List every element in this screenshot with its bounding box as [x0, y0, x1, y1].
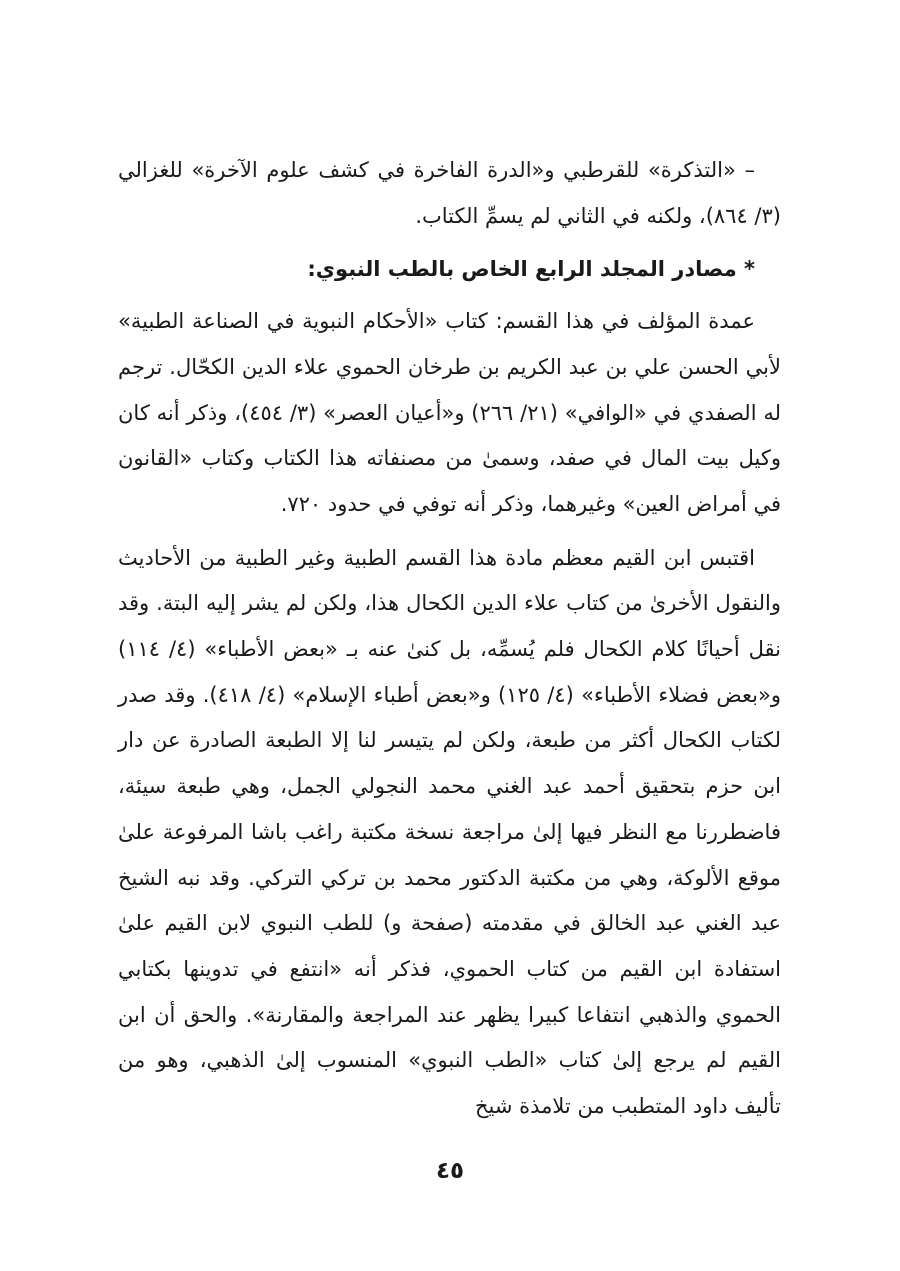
- paragraph-sources-list-item: – «التذكرة» للقرطبي و«الدرة الفاخرة في كشف علوم الآخرة» للغزالي (٣/ ٨٦٤)، ولكنه في الثاني لم يسمِّ الكتاب.: [118, 158, 781, 228]
- paragraph-ibn-qayyim-quotation: اقتبس ابن القيم معظم مادة هذا القسم الطبية وغير الطبية من الأحاديث والنقول الأخرىٰ من كتاب علاء الدين الكحال هذا، ولكن لم يشر إليه البتة. وقد نقل أحيانًا كلام الكحال فلم يُسمِّه، بل كنىٰ عنه بـ «بعض الأطباء» (٤/ ١١٤) و«بعض فضلاء الأطباء» (٤/ ١٢٥) و«بعض أطباء الإسلام» (٤/ ٤١٨). وقد صدر لكتاب الكحال أكثر من طبعة، ولكن لم يتيسر لنا إلا الطبعة الصادرة عن دار ابن حزم بتحقيق أحمد عبد الغني محمد النجولي الجمل، وهي طبعة سيئة، فاضطررنا مع النظر فيها إلىٰ مراجعة نسخة مكتبة راغب باشا المرفوعة علىٰ موقع الألوكة، وهي من مكتبة الدكتور محمد بن تركي التركي. وقد نبه الشيخ عبد الغني عبد الخالق في مقدمته (صفحة و) للطب النبوي لابن القيم علىٰ استفادة ابن القيم من كتاب الحموي، فذكر أنه «انتفع في تدوينها بكتابي الحموي والذهبي انتفاعا كبيرا يظهر عند المراجعة والمقارنة». والحق أن ابن القيم لم يرجع إلىٰ كتاب «الطب النبوي» المنسوب إلىٰ الذهبي، وهو من تأليف داود المتطبب من تلامذة شيخ: [118, 545, 781, 1119]
- page-number: ٤٥: [435, 1158, 465, 1184]
- body-text: [118, 148, 781, 1130]
- section-heading: * مصادر المجلد الرابع الخاص بالطب النبوي:: [307, 257, 755, 282]
- paragraph-main-source: عمدة المؤلف في هذا القسم: كتاب «الأحكام النبوية في الصناعة الطبية» لأبي الحسن علي بن عبد الكريم بن طرخان الحموي علاء الدين الكحّال. ترجم له الصفدي في «الوافي» (٢١/ ٢٦٦) و«أعيان العصر» (٣/ ٤٥٤)، وذكر أنه كان وكيل بيت المال في صفد، وسمىٰ من مصنفاته هذا الكتاب وكتاب «القانون في أمراض العين» وغيرهما، وذكر أنه توفي في حدود ٧٢٠.: [118, 309, 781, 516]
